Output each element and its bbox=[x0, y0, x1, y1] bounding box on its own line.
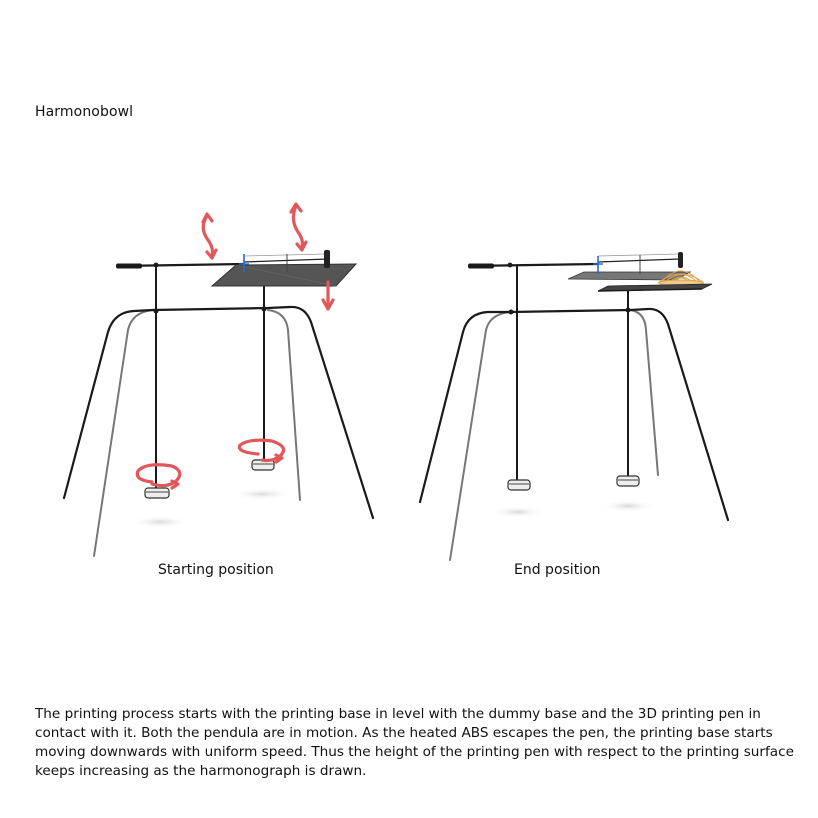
pen-arm bbox=[468, 263, 598, 269]
starting-position-figure bbox=[64, 204, 373, 556]
pendulum-weight bbox=[508, 480, 530, 490]
pen-arm bbox=[116, 263, 244, 269]
frame bbox=[420, 309, 728, 520]
shadow bbox=[232, 488, 292, 500]
3d-pen bbox=[678, 252, 683, 268]
printing-plate bbox=[212, 250, 356, 286]
arm-handle bbox=[468, 264, 494, 269]
shadow bbox=[490, 506, 546, 518]
pendulum-2 bbox=[617, 286, 639, 486]
frame-back-legs bbox=[94, 310, 300, 556]
shadow bbox=[600, 500, 656, 512]
frame-back-legs bbox=[450, 310, 658, 560]
pendulum-1 bbox=[145, 264, 169, 498]
starting-position-caption: Starting position bbox=[158, 562, 274, 578]
page-title: Harmonobowl bbox=[35, 104, 134, 120]
red-motion-arrow-icon bbox=[137, 204, 333, 488]
pendulum-1 bbox=[508, 266, 530, 490]
shadow bbox=[130, 516, 190, 528]
3d-pen bbox=[324, 250, 330, 268]
end-position-caption: End position bbox=[514, 562, 601, 578]
end-position-figure bbox=[420, 252, 728, 560]
arm-handle bbox=[116, 264, 142, 269]
pendulum-weight bbox=[617, 476, 639, 486]
printing-plate bbox=[598, 284, 712, 291]
pendulum-weight bbox=[145, 488, 169, 498]
process-description: The printing process starts with the printing base in level with the dummy base and the 3D printing pen in contact with it. Both the pendula are in motion. As the heated ABS escapes the pen, the printing base starts moving downwards with uniform speed. Thus the height of the printing pen with respect to the printing surface keeps increasing as the harmonograph is drawn. bbox=[35, 706, 794, 779]
frame bbox=[64, 307, 373, 518]
